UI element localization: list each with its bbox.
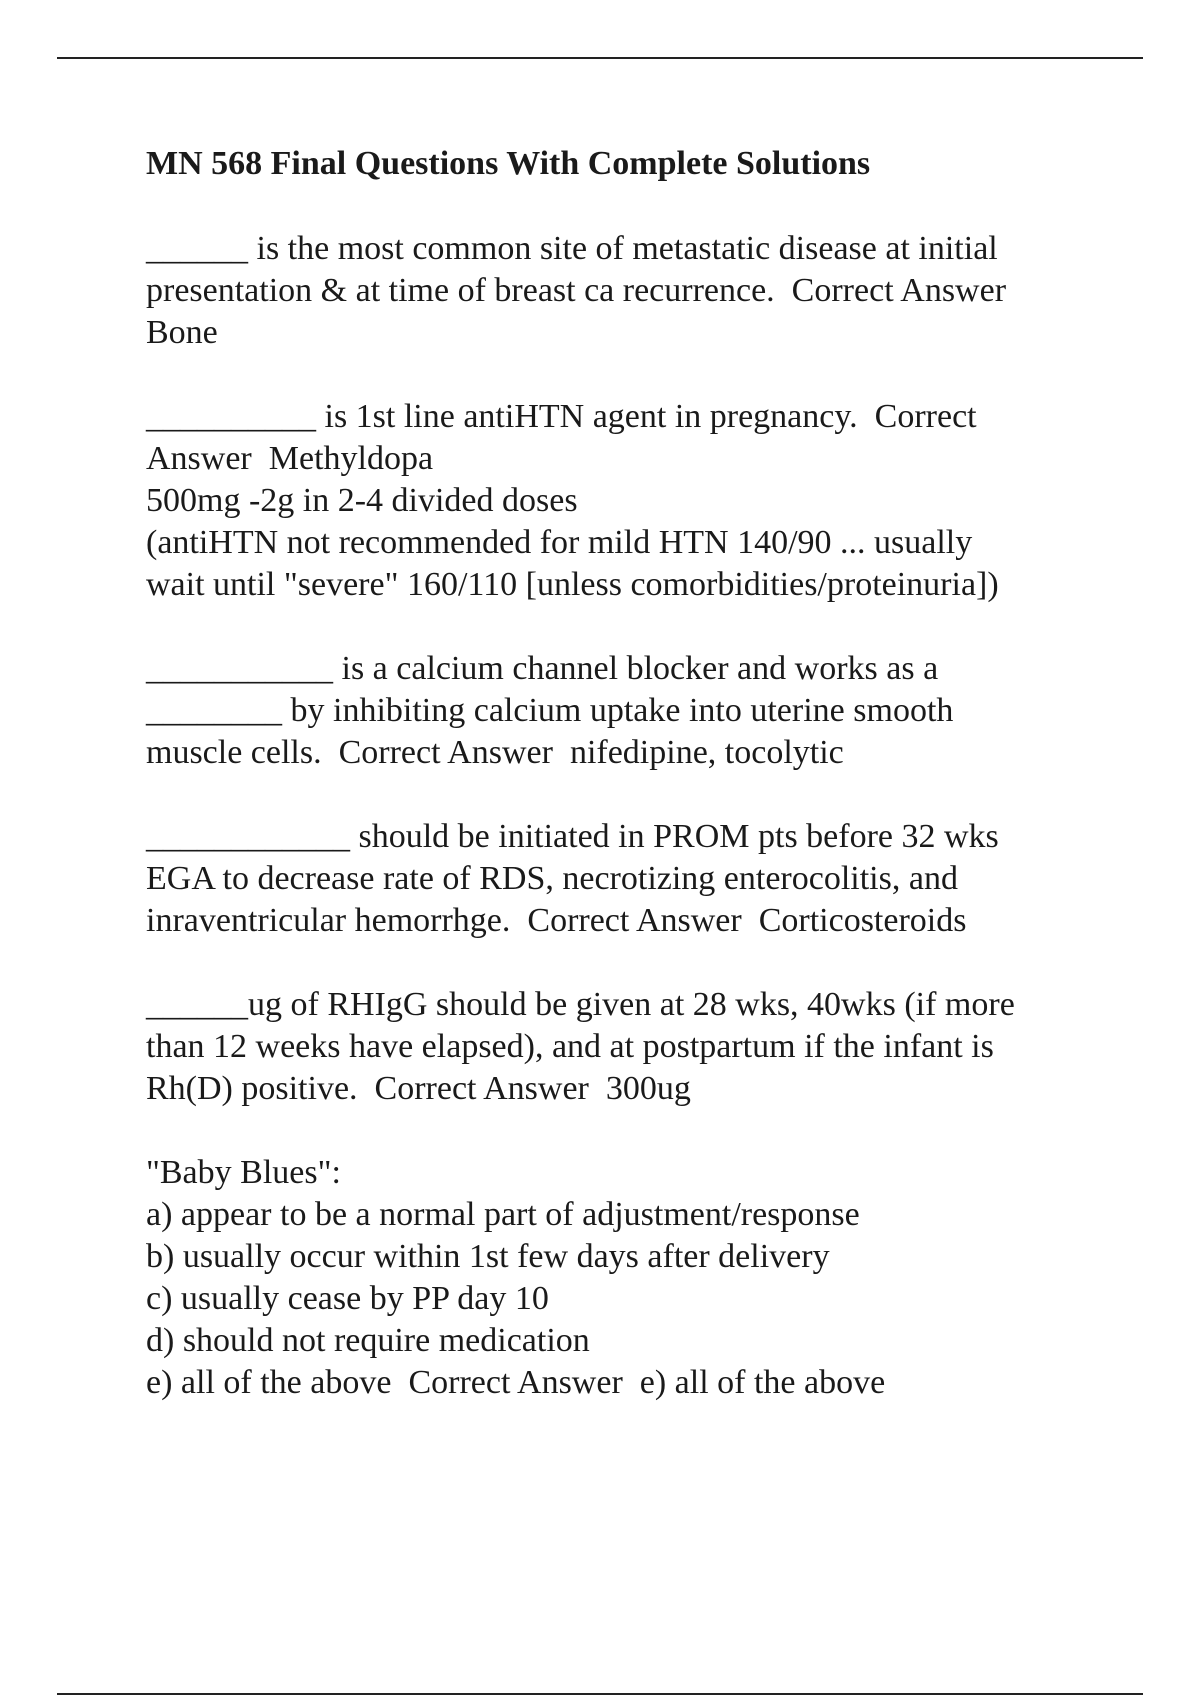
question-text-line: presentation & at time of breast ca recurrence. Correct Answer	[146, 272, 1007, 309]
question-text-line: inraventricular hemorrhge. Correct Answer Corticosteroids	[146, 902, 967, 939]
question-text-line: wait until "severe" 160/110 [unless comorbidities/proteinuria])	[146, 566, 999, 603]
question-text-line: Answer Methyldopa	[146, 440, 434, 477]
question-block	[146, 1152, 1086, 1404]
question-block	[146, 396, 1086, 606]
document-body	[146, 142, 1086, 1446]
question-text-line: than 12 weeks have elapsed), and at postpartum if the infant is	[146, 1028, 994, 1065]
question-text-line: muscle cells. Correct Answer nifedipine, tocolytic	[146, 734, 844, 771]
question-text-line: __________ is 1st line antiHTN agent in pregnancy. Correct	[146, 398, 977, 435]
answer-option: a) appear to be a normal part of adjustment/response	[146, 1196, 860, 1233]
answer-option: b) usually occur within 1st few days after delivery	[146, 1238, 830, 1275]
answer-option: e) all of the above Correct Answer e) all of the above	[146, 1364, 886, 1401]
question-text-line: ___________ is a calcium channel blocker and works as a	[146, 650, 939, 687]
question-text-line: ____________ should be initiated in PROM pts before 32 wks	[146, 818, 999, 855]
question-text-line: Rh(D) positive. Correct Answer 300ug	[146, 1070, 691, 1107]
question-block	[146, 648, 1086, 774]
question-text-line: 500mg -2g in 2-4 divided doses	[146, 482, 578, 519]
document-title: MN 568 Final Questions With Complete Solutions	[146, 145, 871, 182]
bottom-rule	[57, 1693, 1143, 1695]
question-text-line: "Baby Blues":	[146, 1154, 341, 1191]
question-text-line: ______ is the most common site of metastatic disease at initial	[146, 230, 998, 267]
question-text-line: ______ug of RHIgG should be given at 28 wks, 40wks (if more	[146, 986, 1015, 1023]
question-block	[146, 984, 1086, 1110]
question-text-line: EGA to decrease rate of RDS, necrotizing enterocolitis, and	[146, 860, 958, 897]
question-text-line: (antiHTN not recommended for mild HTN 140/90 ... usually	[146, 524, 973, 561]
question-text-line: Bone	[146, 314, 218, 351]
question-text-line: ________ by inhibiting calcium uptake into uterine smooth	[146, 692, 954, 729]
answer-option: c) usually cease by PP day 10	[146, 1280, 549, 1317]
question-block	[146, 816, 1086, 942]
answer-option: d) should not require medication	[146, 1322, 590, 1359]
question-block	[146, 228, 1086, 354]
top-rule	[57, 57, 1143, 59]
